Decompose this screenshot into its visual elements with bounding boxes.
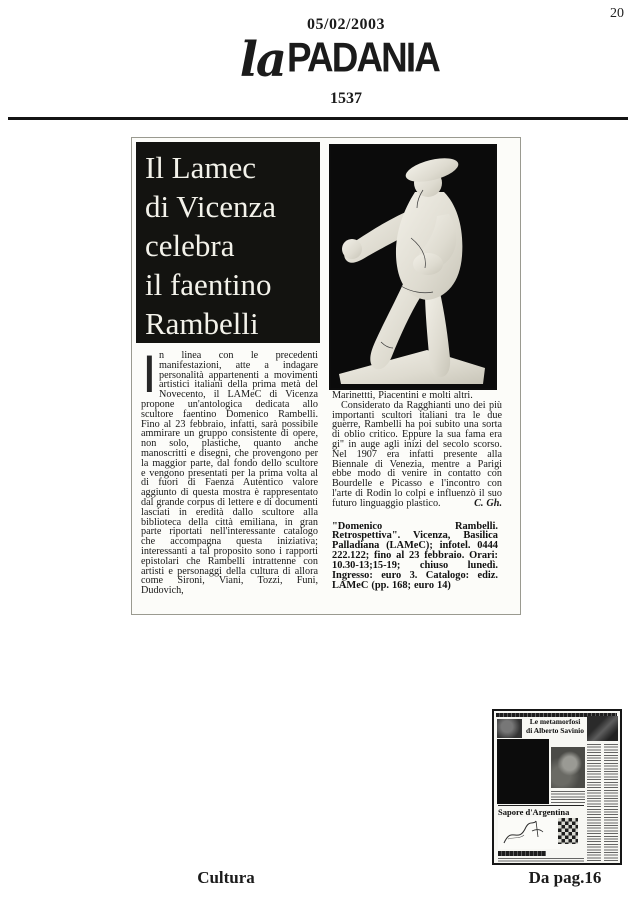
masthead-title: PADANIA [287, 34, 440, 81]
header-rule [8, 117, 628, 120]
thumb-grainy-photo [551, 747, 585, 788]
thumb-text-column [587, 744, 601, 862]
from-page-label: Da pag.16 [528, 868, 602, 887]
thumb-mini-headline [498, 851, 546, 856]
headline-line: Il Lamec [145, 150, 257, 185]
article-body-right-p2 [332, 401, 502, 509]
masthead-logo [56, 32, 636, 88]
thumb-black-photo [497, 739, 549, 804]
issue-number: 1537 [330, 90, 362, 107]
thumb-headline-line1: Le metamorfosi [529, 717, 581, 726]
article-column-left [141, 346, 318, 614]
drop-cap: I [142, 346, 157, 404]
article-clipping [131, 137, 521, 615]
thumb-headline-sapore: Sapore d'Argentina [498, 805, 584, 817]
issue-date: 05/02/2003 [307, 16, 385, 33]
thumb-headline [524, 718, 586, 735]
thumb-violin-sketch [498, 817, 560, 849]
article-body-right-p1: Marinettti, Piacentini e molti altri. [332, 390, 473, 401]
section-label: Cultura [197, 868, 255, 887]
source-page-thumbnail [492, 709, 622, 865]
article-body-right-text: Considerato da Ragghianti uno dei più importanti scultori italiani tra le due guerre, Rambelli ha poi subito una sorta di oblio critico. Eppure la sua fama era gi" in auge agli inizi del secolo scorso. Nel 1907 era infatti presente alla Biennale di Venezia, mentre a Parigi ebbe modo di venire in contatto con Bourdelle e Picasso e l'incontro con l'arte di Rodin lo colpi e influenzò il suo futuro linguaggio plastico. [332, 399, 502, 509]
byline: C. Gh. [474, 497, 502, 509]
page-number: 20 [610, 6, 624, 21]
headline-line: di Vicenza [145, 189, 276, 224]
article-body-left: n linea con le precedenti manifestazioni, atte a indagare personalità appartenenti a movimenti artistici italiani della prima metà del Novecento, il LAMeC di Vicenza propone un'antologica dedicata allo scultore faentino Domenico Rambelli. Fino al 23 febbraio, infatti, sarà possibile ammirare un gruppo consistente di opere, non solo, plastiche, quanto anche manoscritti e disegni, che provengono per la maggior parte, dal fondo dello scultore e vengono presentati per la prima volta al di fuori di Faenza Autentico valore aggiunto di questa mostra è rappresentato dal grande corpus di lettere e di documenti lasciati in eredità dallo scultore alla biblioteca della città emiliana, in gran parte riportati nell'interessante catalogo che accompagna questa iniziativa; interessanti a tal proposito sono i rapporti epistolari che Rambelli intrattenne con artisti e personaggi della cultura di allora come Sironi, Viani, Tozzi, Funi, Dudovich, [141, 350, 318, 597]
headline-line: celebra [145, 228, 235, 263]
article-headline [136, 142, 320, 343]
thumb-text-column [604, 744, 618, 862]
exhibition-info-box: "Domenico Rambelli. Retrospettiva". Vicenza, Basilica Palladiana (LAMeC); infotel. 0444 222.122; fino al 23 febbraio. Orari: 10.30-13;15-19; chiuso lunedì. Ingresso: euro 3. Catalogo: ediz. LAMeC (pp. 168; euro 14) [332, 520, 498, 591]
sculpture-photo [329, 144, 497, 390]
thumb-engraving-image [497, 719, 522, 738]
article-column-right [332, 391, 502, 591]
headline-line: il faentino [145, 267, 272, 302]
thumb-text-column [498, 858, 584, 865]
thumb-photo-top-right [587, 716, 618, 741]
thumb-checkered-photo [558, 818, 578, 844]
masthead-prefix: la [239, 32, 286, 88]
thumb-text-column [551, 791, 585, 804]
headline-line: Rambelli [145, 306, 259, 341]
sculpture-illustration [331, 146, 495, 388]
thumb-headline-line2: di Alberto Savinio [526, 725, 584, 735]
newspaper-header [0, 16, 636, 108]
